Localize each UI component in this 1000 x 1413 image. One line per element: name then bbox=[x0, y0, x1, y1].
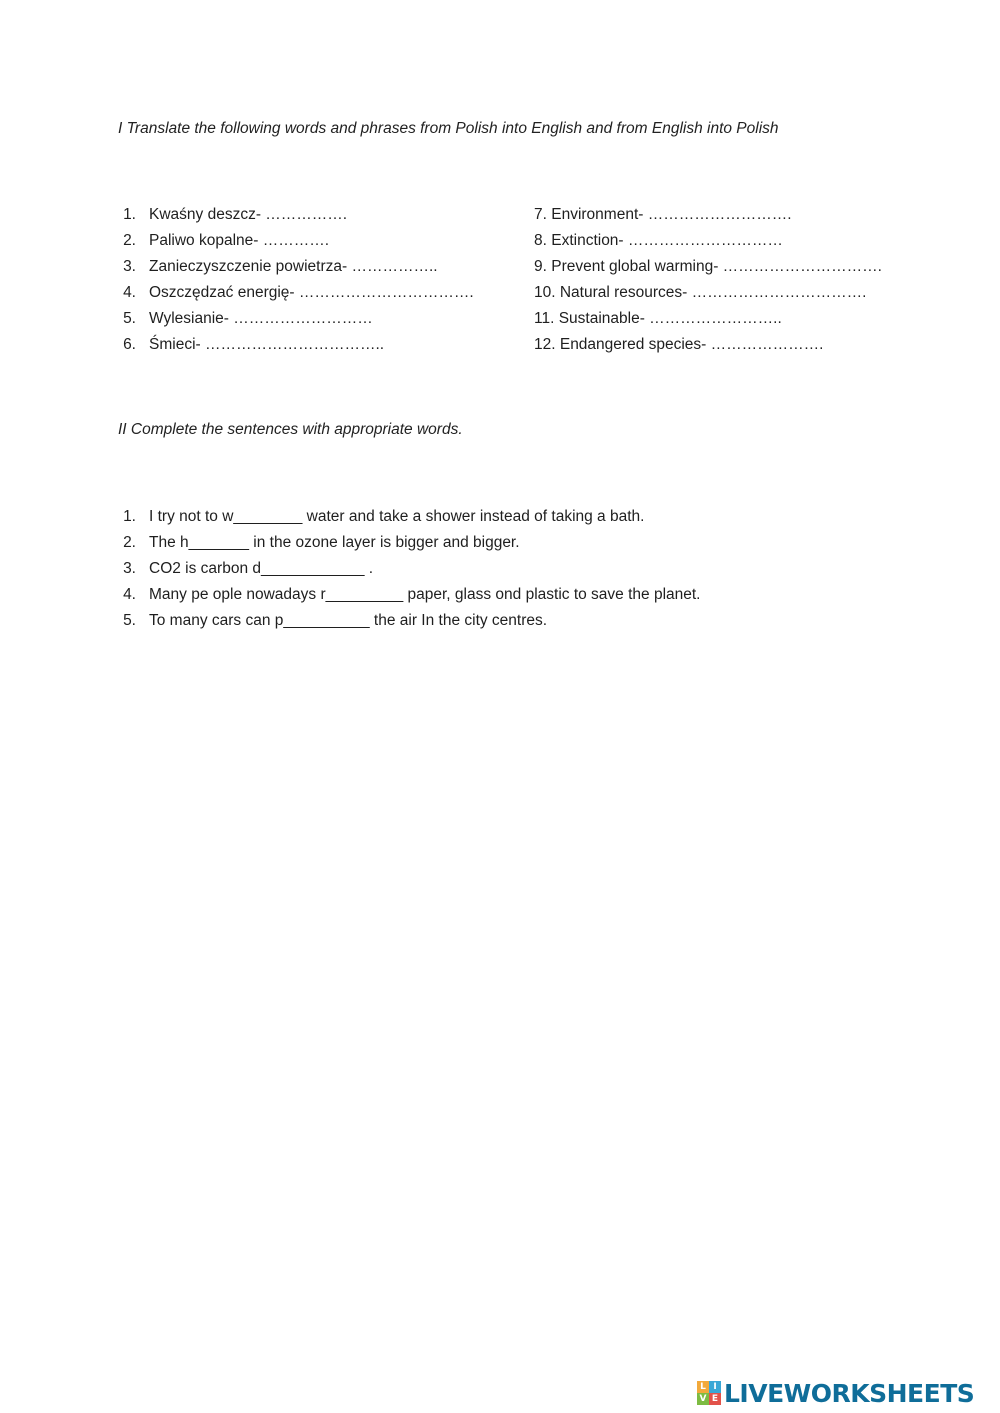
list-item bbox=[534, 280, 882, 306]
sentence-text: CO2 is carbon d____________ . bbox=[149, 560, 374, 577]
item-number: 5. bbox=[123, 310, 136, 327]
sentence-text: The h_______ in the ozone layer is bigger and bigger. bbox=[149, 534, 520, 551]
item-text: Kwaśny deszcz- ……………. bbox=[149, 206, 348, 223]
list-item bbox=[88, 608, 701, 634]
list-item bbox=[534, 228, 882, 254]
logo-text: LIVEWORKSHEETS bbox=[724, 1378, 975, 1408]
item-number: 1. bbox=[123, 508, 136, 525]
list-item bbox=[88, 582, 701, 608]
badge-letter: I bbox=[709, 1381, 721, 1393]
item-text: 10. Natural resources- ……………………………. bbox=[534, 284, 867, 301]
item-text: Zanieczyszczenie powietrza- …………….. bbox=[149, 258, 438, 275]
item-number: 3. bbox=[123, 258, 136, 275]
item-number: 1. bbox=[123, 206, 136, 223]
list-item bbox=[88, 228, 474, 254]
item-text: Wylesianie- ……………………… bbox=[149, 310, 373, 327]
item-number: 2. bbox=[123, 232, 136, 249]
sentence-text: Many pe ople nowadays r_________ paper, glass ond plastic to save the planet. bbox=[149, 586, 701, 603]
sentence-list bbox=[88, 504, 701, 634]
section-1-heading: I Translate the following words and phrases from Polish into English and from English into Polish bbox=[118, 120, 779, 137]
section-2-heading: II Complete the sentences with appropriate words. bbox=[118, 421, 463, 438]
translation-list-right bbox=[534, 202, 882, 358]
list-item bbox=[534, 306, 882, 332]
list-item bbox=[88, 202, 474, 228]
list-item bbox=[88, 332, 474, 358]
item-number: 4. bbox=[123, 586, 136, 603]
list-item bbox=[88, 306, 474, 332]
list-item bbox=[88, 280, 474, 306]
item-text: 11. Sustainable- …………………….. bbox=[534, 310, 782, 327]
item-text: 7. Environment- ………………………. bbox=[534, 206, 792, 223]
list-item bbox=[88, 556, 701, 582]
item-number: 6. bbox=[123, 336, 136, 353]
logo-badge-icon bbox=[697, 1381, 721, 1405]
sentence-text: I try not to w________ water and take a shower instead of taking a bath. bbox=[149, 508, 645, 525]
list-item bbox=[88, 530, 701, 556]
item-number: 5. bbox=[123, 612, 136, 629]
item-text: Oszczędzać energię- ……………………………. bbox=[149, 284, 474, 301]
badge-letter: V bbox=[697, 1393, 709, 1405]
list-item bbox=[534, 332, 882, 358]
liveworksheets-logo bbox=[697, 1378, 974, 1408]
item-number: 4. bbox=[123, 284, 136, 301]
item-text: Paliwo kopalne- …………. bbox=[149, 232, 330, 249]
item-text: Śmieci- …………………………….. bbox=[149, 336, 385, 353]
item-text: 8. Extinction- ………………………… bbox=[534, 232, 783, 249]
item-text: 12. Endangered species- …………………. bbox=[534, 336, 824, 353]
translation-list-left bbox=[88, 202, 474, 358]
item-number: 3. bbox=[123, 560, 136, 577]
list-item bbox=[534, 254, 882, 280]
item-text: 9. Prevent global warming- …………………………. bbox=[534, 258, 882, 275]
badge-letter: E bbox=[709, 1393, 721, 1405]
item-number: 2. bbox=[123, 534, 136, 551]
sentence-text: To many cars can p__________ the air In the city centres. bbox=[149, 612, 548, 629]
badge-letter: L bbox=[697, 1381, 709, 1393]
list-item bbox=[88, 504, 701, 530]
list-item bbox=[88, 254, 474, 280]
list-item bbox=[534, 202, 882, 228]
